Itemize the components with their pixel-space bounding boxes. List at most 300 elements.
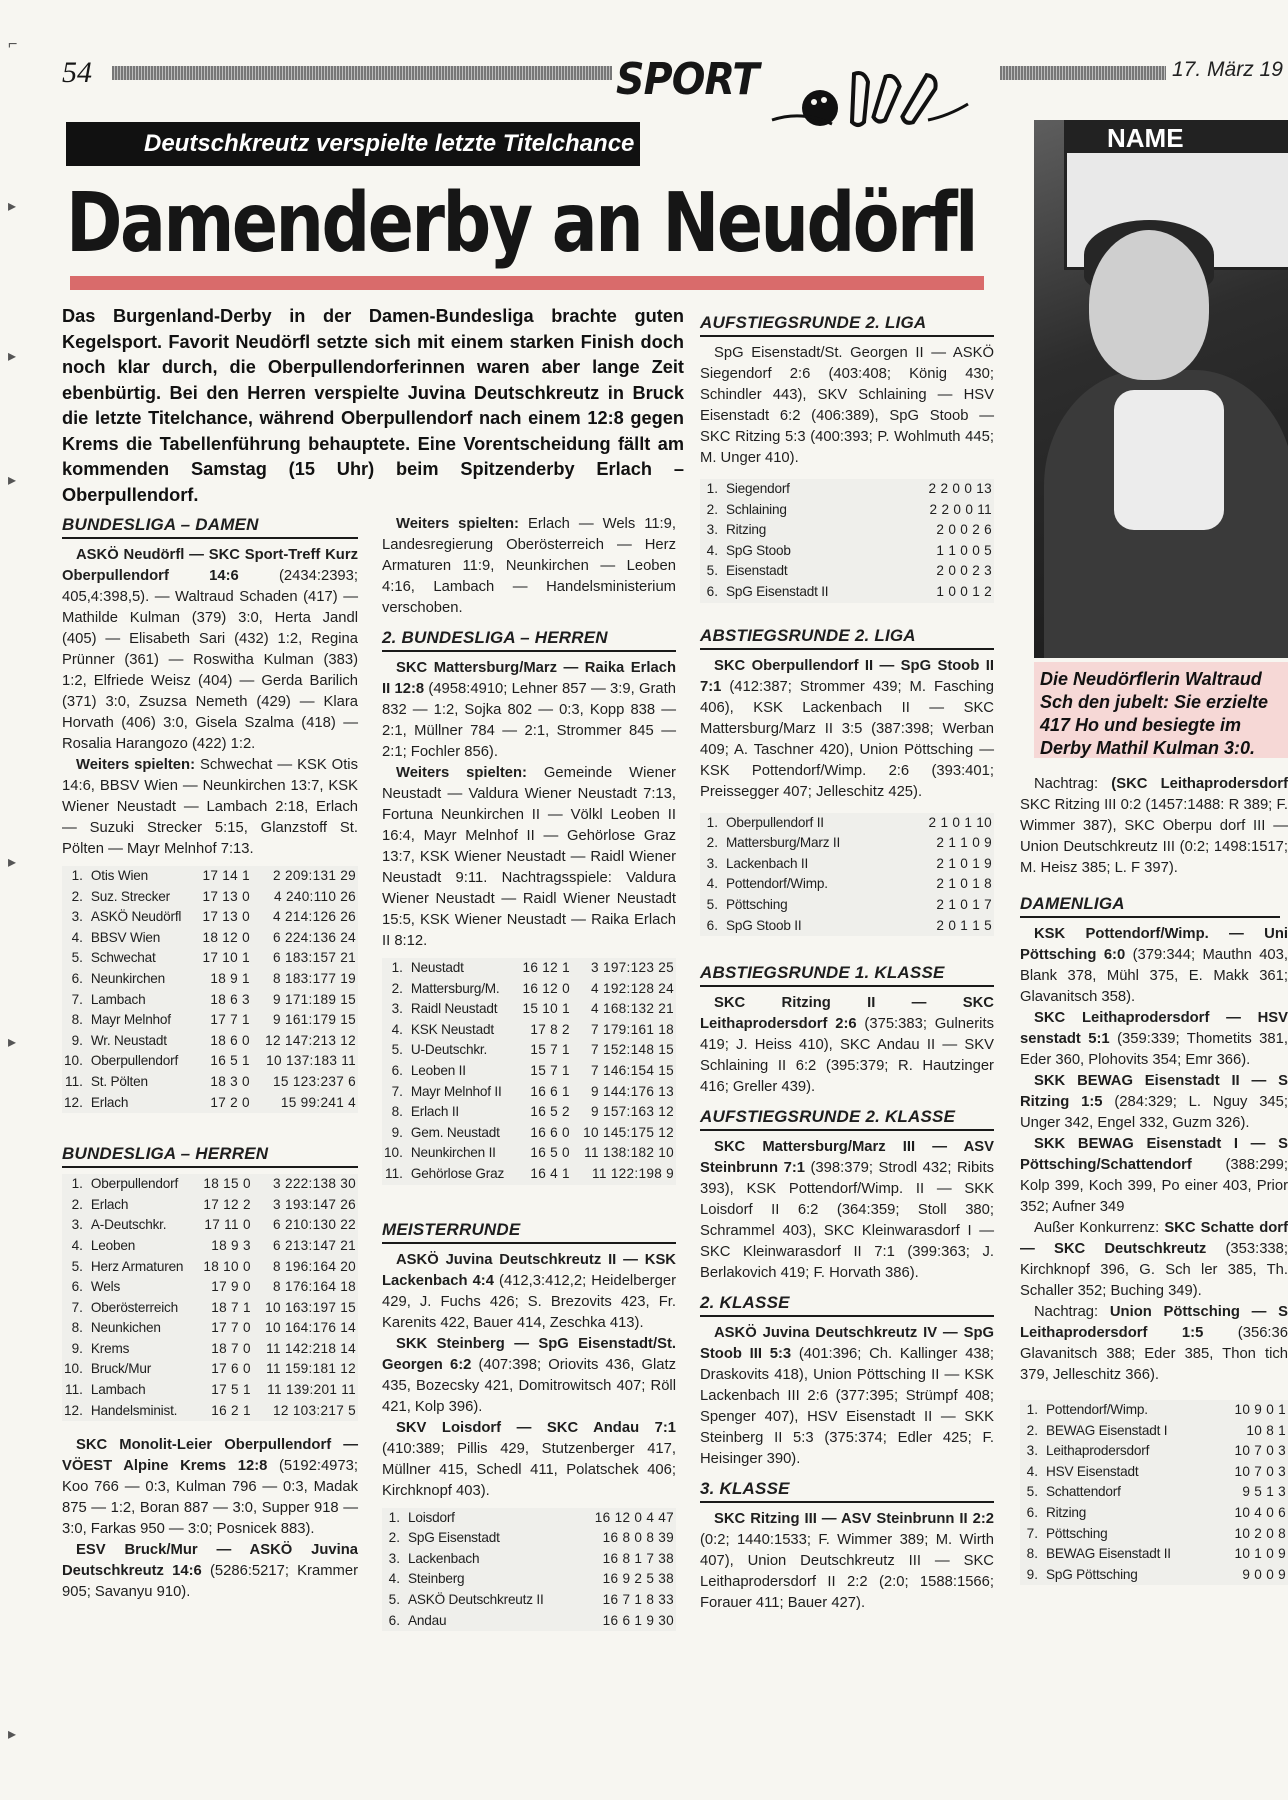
rank-cell: 6. bbox=[706, 583, 718, 599]
team-cell: Oberpullendorf bbox=[90, 1053, 179, 1069]
table-row bbox=[382, 1164, 676, 1185]
match-report bbox=[382, 763, 676, 952]
match-details: (375:383; Gulnerits 419; J. Heiss 410), SKC Andau II — SKV Schlaining II 6:2 (395:379; R. Hautzinger 416; Greller 439). bbox=[700, 1016, 994, 1096]
section-heading: AUFSTIEGSRUNDE 2. KLASSE bbox=[700, 1106, 994, 1131]
record-cell: 6 183:157 21 bbox=[273, 950, 356, 966]
match-details: Schwechat — KSK Otis 14:6, BBSV Wien — Neunkirchen 13:7, KSK Wiener Neustadt — Lambach 2:18, Erlach — Suzuki Strecker 5:15, Glanzstoff St. Pölten — Mayr Melnhof 7:13. bbox=[62, 757, 358, 857]
section-heading: BUNDESLIGA – HERREN bbox=[62, 1143, 358, 1168]
standings-table-auf2 bbox=[700, 479, 994, 603]
match-report bbox=[382, 658, 676, 763]
record-cell: 17 6 0 bbox=[211, 1361, 251, 1377]
table-row bbox=[1020, 1462, 1288, 1483]
table-row bbox=[1020, 1421, 1288, 1442]
record-cell: 4 168:132 21 bbox=[591, 1001, 674, 1017]
team-cell: Oberpullendorf bbox=[90, 1176, 179, 1192]
record-cell: 10 7 0 3 bbox=[1234, 1443, 1286, 1459]
team-cell: St. Pölten bbox=[90, 1073, 148, 1089]
team-cell: Wels bbox=[90, 1279, 121, 1295]
record-cell: 15 10 1 bbox=[522, 1001, 570, 1017]
team-cell: KSK Neustadt bbox=[410, 1021, 494, 1037]
record-cell: 2 1 0 1 8 bbox=[936, 876, 992, 892]
rank-cell: 5. bbox=[1026, 1484, 1038, 1500]
table-row bbox=[62, 887, 358, 908]
table-row bbox=[1020, 1400, 1288, 1421]
table-row bbox=[700, 813, 994, 834]
record-cell: 10 4 0 6 bbox=[1234, 1504, 1286, 1520]
record-cell: 11 139:201 11 bbox=[267, 1382, 356, 1398]
rank-cell: 7. bbox=[71, 991, 83, 1007]
record-cell: 3 222:138 30 bbox=[273, 1176, 356, 1192]
record-cell: 2 1 0 1 10 bbox=[928, 814, 992, 830]
table-row bbox=[382, 1123, 676, 1144]
team-cell: HSV Eisenstadt bbox=[1046, 1463, 1139, 1479]
team-cell: Pöttsching bbox=[726, 896, 788, 912]
record-cell: 18 12 0 bbox=[202, 929, 250, 945]
team-cell: SpG Stoob II bbox=[726, 917, 802, 933]
team-cell: Schattendorf bbox=[1046, 1484, 1121, 1500]
record-cell: 12 147:213 12 bbox=[265, 1032, 356, 1048]
table-row bbox=[62, 1318, 358, 1339]
record-cell: 7 146:154 15 bbox=[591, 1062, 674, 1078]
table-row bbox=[1020, 1565, 1288, 1586]
team-cell: Loisdorf bbox=[408, 1509, 455, 1525]
match-title: ESV Bruck/Mur — ASKÖ Juvina Deutschkreutz 14:6 bbox=[62, 1542, 358, 1580]
rank-cell: 9. bbox=[71, 1032, 83, 1048]
photo-caption: Die Neudörflerin Waltraud Sch den jubelt: Sie erzielte 417 Ho und besiegte im Derby Mathil Kulman 3:0. bbox=[1034, 662, 1288, 758]
team-cell: Krems bbox=[90, 1340, 130, 1356]
column-4 bbox=[1020, 774, 1288, 1595]
team-cell: SpG Eisenstadt bbox=[408, 1530, 500, 1546]
rank-cell: 6. bbox=[71, 970, 83, 986]
rank-cell: 4. bbox=[71, 929, 83, 945]
record-cell: 9 5 1 3 bbox=[1242, 1484, 1286, 1500]
team-cell: Neunkirchen II bbox=[410, 1145, 496, 1161]
rank-cell: 7. bbox=[391, 1083, 403, 1099]
table-row bbox=[62, 1174, 358, 1195]
rank-cell: 3. bbox=[71, 909, 83, 925]
rank-cell: 8. bbox=[1026, 1546, 1038, 1562]
rank-cell: 1. bbox=[706, 481, 718, 496]
record-cell: 17 13 0 bbox=[202, 888, 250, 904]
table-row bbox=[62, 1031, 358, 1052]
match-title: SKC Mattersburg/Marz — Raika Erlach II 12:8 bbox=[382, 660, 676, 697]
match-report bbox=[700, 1137, 994, 1284]
margin-mark: ▸ bbox=[8, 472, 17, 489]
match-title: Weiters spielten: bbox=[396, 765, 527, 781]
kicker-bar: Deutschkreutz verspielte letzte Titelchance bbox=[66, 122, 640, 166]
rank-cell: 2. bbox=[391, 980, 403, 996]
record-cell: 2 2 0 0 13 bbox=[928, 481, 992, 496]
rank-cell: 6. bbox=[706, 917, 718, 933]
record-cell: 15 7 1 bbox=[530, 1042, 570, 1058]
record-cell: 9 157:163 12 bbox=[591, 1104, 674, 1120]
match-title: KSK Pottendorf/Wimp. — Uni Pöttsching 6:0 bbox=[1020, 926, 1288, 963]
table-row bbox=[62, 1277, 358, 1298]
record-cell: 16 9 2 5 38 bbox=[602, 1571, 674, 1587]
record-cell: 17 14 1 bbox=[202, 868, 250, 883]
table-row bbox=[62, 907, 358, 928]
match-report bbox=[382, 514, 676, 619]
record-cell: 16 12 1 bbox=[522, 960, 570, 975]
team-cell: Lackenbach bbox=[408, 1550, 480, 1566]
record-cell: 10 164:176 14 bbox=[265, 1320, 356, 1336]
record-cell: 17 13 0 bbox=[202, 909, 250, 925]
team-cell: SpG Pöttsching bbox=[1046, 1566, 1138, 1582]
margin-mark: ▸ bbox=[8, 1726, 17, 1743]
table-row bbox=[382, 979, 676, 1000]
team-cell: Lambach bbox=[90, 1382, 146, 1398]
team-cell: Schlaining bbox=[726, 501, 787, 517]
table-row bbox=[62, 866, 358, 887]
match-report bbox=[382, 1334, 676, 1418]
margin-mark: ▸ bbox=[8, 854, 17, 871]
record-cell: 17 7 1 bbox=[210, 1012, 250, 1028]
match-report bbox=[1020, 774, 1288, 879]
record-cell: 16 8 0 8 39 bbox=[602, 1530, 674, 1546]
match-title: SKC Leithaprodersdorf — HSV senstadt 5:1 bbox=[1020, 1010, 1288, 1047]
team-cell: Pöttsching bbox=[1046, 1525, 1108, 1541]
match-details: (410:389; Pillis 429, Stutzenberger 417, Müllner 415, Schedl 411, Polatschek 406; Kirchknopf 403). bbox=[382, 1440, 676, 1499]
team-cell: U-Deutschkr. bbox=[410, 1042, 488, 1058]
match-title: ASKÖ Juvina Deutschkreutz II — KSK Lackenbach 4:4 bbox=[382, 1251, 676, 1289]
rank-cell: 5. bbox=[391, 1042, 403, 1058]
team-cell: Leoben bbox=[90, 1237, 136, 1253]
record-cell: 16 12 0 4 47 bbox=[594, 1509, 674, 1525]
table-row bbox=[382, 1020, 676, 1041]
record-cell: 2 0 0 2 6 bbox=[936, 522, 992, 538]
table-row bbox=[62, 1380, 358, 1401]
match-report bbox=[1020, 924, 1288, 1008]
match-title: SKV Loisdorf — SKC Andau 7:1 bbox=[396, 1419, 676, 1436]
match-title: SKK Steinberg — SpG Eisenstadt/St. Georgen 6:2 bbox=[382, 1335, 676, 1373]
rank-cell: 10. bbox=[64, 1053, 83, 1069]
record-cell: 4 214:126 26 bbox=[273, 909, 356, 925]
margin-mark: ▸ bbox=[8, 198, 17, 215]
rank-cell: 4. bbox=[1026, 1463, 1038, 1479]
photo-person-shirt bbox=[1114, 390, 1224, 530]
record-cell: 16 7 1 8 33 bbox=[602, 1591, 674, 1607]
match-title: SKC Ritzing III — ASV Steinbrunn II 2:2 bbox=[714, 1511, 994, 1528]
rank-cell: 6. bbox=[391, 1062, 403, 1078]
team-cell: Mattersburg/M. bbox=[410, 980, 500, 996]
record-cell: 2 2 0 0 11 bbox=[929, 501, 992, 517]
record-cell: 16 8 1 7 38 bbox=[602, 1550, 674, 1566]
table-row bbox=[382, 1528, 676, 1549]
record-cell: 6 213:147 21 bbox=[273, 1237, 356, 1253]
record-cell: 18 9 3 bbox=[211, 1237, 251, 1253]
match-details: (0:2; 1440:1533; F. Wimmer 389; M. Wirth 407), Union Deutschkreutz III — SKC Leithaprodersdorf II 2:2 (2:0; 1588:1566; Forauer 411; Bauer 427). bbox=[700, 1532, 994, 1612]
record-cell: 18 15 0 bbox=[203, 1176, 251, 1192]
record-cell: 7 179:161 18 bbox=[591, 1021, 674, 1037]
record-cell: 15 99:241 4 bbox=[280, 1094, 356, 1110]
rank-cell: 7. bbox=[71, 1299, 83, 1315]
rank-cell: 8. bbox=[391, 1104, 403, 1120]
team-cell: Mayr Melnhof bbox=[90, 1012, 171, 1028]
match-details: (412,3:412,2; Heidelberger 429, J. Fuchs 426; S. Brezovits 423, Fr. Karenits 422, Bauer 414, Zeschka 413). bbox=[382, 1272, 676, 1331]
record-cell: 18 6 0 bbox=[210, 1032, 250, 1048]
column-1 bbox=[62, 514, 358, 1603]
table-row bbox=[62, 1093, 358, 1114]
table-row bbox=[700, 833, 994, 854]
team-cell: Neunkichen bbox=[90, 1320, 161, 1336]
headline-underline bbox=[70, 276, 984, 290]
record-cell: 15 7 1 bbox=[530, 1062, 570, 1078]
record-cell: 1 0 0 1 2 bbox=[936, 583, 992, 599]
team-cell: Ritzing bbox=[726, 522, 767, 538]
rank-cell: 12. bbox=[64, 1402, 83, 1418]
team-cell: Leoben II bbox=[410, 1062, 466, 1078]
match-details: (356:36 Glavanitsch 388; Eder 385, Thon tich 379, Jelleschitz 366). bbox=[1020, 1325, 1288, 1383]
section-heading: DAMENLIGA bbox=[1020, 893, 1280, 918]
rank-cell: 3. bbox=[706, 855, 718, 871]
table-row bbox=[62, 1257, 358, 1278]
rank-cell: 7. bbox=[1026, 1525, 1038, 1541]
team-cell: Erlach II bbox=[410, 1104, 459, 1120]
team-cell: A-Deutschkr. bbox=[90, 1217, 167, 1233]
table-row bbox=[382, 1611, 676, 1632]
section-heading: MEISTERRUNDE bbox=[382, 1219, 676, 1244]
record-cell: 2 209:131 29 bbox=[273, 868, 356, 883]
match-report bbox=[1020, 1134, 1288, 1218]
record-cell: 17 12 2 bbox=[203, 1196, 251, 1212]
rank-cell: 4. bbox=[706, 542, 718, 558]
rank-cell: 10. bbox=[64, 1361, 83, 1377]
team-cell: Oberpullendorf II bbox=[726, 814, 824, 830]
record-cell: 16 5 2 bbox=[530, 1104, 570, 1120]
match-details: (284:329; L. Nguy 345; Unger 342, Engel 332, Guzm 326). bbox=[1020, 1094, 1288, 1131]
rank-cell: 6. bbox=[388, 1612, 400, 1628]
standings-table-herren bbox=[62, 1174, 358, 1421]
rank-cell: 2. bbox=[706, 835, 718, 851]
record-cell: 4 240:110 26 bbox=[274, 888, 356, 904]
record-cell: 8 183:177 19 bbox=[273, 970, 356, 986]
table-row bbox=[700, 520, 994, 541]
record-cell: 18 3 0 bbox=[210, 1073, 250, 1089]
team-cell: Erlach bbox=[90, 1094, 129, 1110]
table-row bbox=[62, 1359, 358, 1380]
rank-cell: 5. bbox=[706, 896, 718, 912]
standings-table-ab2 bbox=[700, 813, 994, 937]
rank-cell: 9. bbox=[71, 1340, 83, 1356]
team-cell: Erlach bbox=[90, 1196, 129, 1212]
header-rule-right bbox=[1000, 66, 1166, 80]
table-row bbox=[1020, 1482, 1288, 1503]
table-row bbox=[62, 1298, 358, 1319]
table-row bbox=[700, 479, 994, 500]
match-details: (2434:2393; 405,4:398,5). — Waltraud Schaden (417) — Mathilde Kulman (379) 3:0, Herta Jandl (405) — Elisabeth Sari (432) 1:2, Regina Prünner (361) — Roswitha Kulman (383) 1:2, Elfriede Weisz (404) — Gerda Barilich (371) 3:0, Zsuzsa Nemeth (429) — Klara Horvath (406) 3:0, Gisela Szalma (418) — Rosalia Harangozo (422) 1:2. bbox=[62, 568, 358, 752]
table-row bbox=[1020, 1503, 1288, 1524]
record-cell: 9 144:176 13 bbox=[591, 1083, 674, 1099]
rank-cell: 12. bbox=[64, 1094, 83, 1110]
match-details: (401:396; Ch. Kallinger 438; Draskovits 418), Union Pöttsching II — KSK Lackenbach III 2:6 (377:395; Strümpf 408; Spenger 407), HSV Eisenstadt II — SKK Steinberg II 5:3 (375:374; Edler 425; F. Heisinger 390). bbox=[700, 1346, 994, 1468]
rank-cell: 5. bbox=[388, 1591, 400, 1607]
team-cell: Bruck/Mur bbox=[90, 1361, 152, 1377]
match-title: (SKC Leithaprodersdorf bbox=[1111, 776, 1288, 792]
team-cell: BEWAG Eisenstadt I bbox=[1046, 1422, 1168, 1438]
match-details: (388:299; Kolp 399, Koch 399, Po einer 403, Prior 352; Aufner 349 bbox=[1020, 1157, 1288, 1215]
standings-table-damen bbox=[62, 866, 358, 1113]
record-cell: 6 210:130 22 bbox=[273, 1217, 356, 1233]
table-row bbox=[62, 1072, 358, 1093]
match-title: SKC Mattersburg/Marz III — ASV Steinbrunn 7:1 bbox=[700, 1139, 994, 1177]
table-row bbox=[62, 969, 358, 990]
rank-cell: 11. bbox=[65, 1382, 83, 1398]
record-cell: 18 10 0 bbox=[203, 1258, 251, 1274]
record-cell: 15 123:237 6 bbox=[273, 1073, 356, 1089]
record-cell: 16 6 1 9 30 bbox=[602, 1612, 674, 1628]
team-cell: Mayr Melnhof II bbox=[410, 1083, 502, 1099]
record-cell: 10 1 0 9 bbox=[1234, 1546, 1286, 1562]
table-row bbox=[1020, 1524, 1288, 1545]
match-title: SKC Monolit-Leier Oberpullendorf — VÖEST Alpine Krems 12:8 bbox=[62, 1437, 358, 1475]
table-row bbox=[382, 1082, 676, 1103]
match-title: ASKÖ Juvina Deutschkreutz IV — SpG Stoob III 5:3 bbox=[700, 1325, 994, 1363]
match-title: SKC Schatte dorf — SKC Deutschkreutz bbox=[1020, 1220, 1288, 1257]
match-details: SKC Ritzing III 0:2 (1457:1488: R 389; F. Wimmer 387), SKC Oberpu dorf III — Union Deutschkreutz III (0:2; 1498:1517; M. Heisz 385; L. F 397). bbox=[1020, 797, 1288, 876]
table-row bbox=[382, 999, 676, 1020]
table-row bbox=[700, 874, 994, 895]
table-row bbox=[700, 500, 994, 521]
rank-cell: 1. bbox=[1026, 1402, 1038, 1417]
team-cell: Lambach bbox=[90, 991, 146, 1007]
team-cell: Neustadt bbox=[410, 960, 464, 975]
record-cell: 2 0 0 2 3 bbox=[936, 563, 992, 579]
match-report bbox=[382, 1418, 676, 1502]
match-details: (412:387; Strommer 439; M. Fasching 406), KSK Lackenbach II — SKC Mattersburg/Marz II 3:5 (387:398; Werban 409; A. Taschner 420), Union Pöttsching — KSK Pottendorf/Wimp. 2:6 (393:401; Preissegger 407; Jelleschitz 425). bbox=[700, 678, 994, 800]
team-cell: Pottendorf/Wimp. bbox=[726, 876, 828, 892]
team-cell: Pottendorf/Wimp. bbox=[1046, 1402, 1148, 1417]
rank-cell: 4. bbox=[706, 876, 718, 892]
record-cell: 18 9 1 bbox=[210, 970, 250, 986]
match-report bbox=[1020, 1008, 1288, 1071]
match-report bbox=[700, 1323, 994, 1470]
table-row bbox=[700, 895, 994, 916]
match-title: Weiters spielten: bbox=[76, 757, 195, 773]
record-cell: 16 2 1 bbox=[211, 1402, 251, 1418]
table-row bbox=[382, 1569, 676, 1590]
table-row bbox=[700, 561, 994, 582]
team-cell: Siegendorf bbox=[726, 481, 790, 496]
record-cell: 11 138:182 10 bbox=[584, 1145, 674, 1161]
table-row bbox=[382, 1549, 676, 1570]
team-cell: Gem. Neustadt bbox=[410, 1124, 500, 1140]
record-cell: 9 171:189 15 bbox=[273, 991, 356, 1007]
table-row bbox=[62, 948, 358, 969]
record-cell: 6 224:136 24 bbox=[273, 929, 356, 945]
section-heading: ABSTIEGSRUNDE 1. KLASSE bbox=[700, 962, 994, 987]
photo-person-face bbox=[1089, 230, 1209, 380]
record-cell: 2 1 0 1 7 bbox=[936, 896, 992, 912]
team-cell: Leithaprodersdorf bbox=[1046, 1443, 1150, 1459]
lead-paragraph: Das Burgenland-Derby in der Damen-Bundesliga brachte guten Kegelsport. Favorit Neudörfl setzte sich mit einem starken Finish doch noch klar durch, die Oberpullendorferinnen waren aber lange Zeit ebenbürtig. Bei den Herren verspielte Juvina Deutschkreutz in Bruck die letzte Titelchance, während Oberpullendorf nach einem 12:8 gegen Krems die Tabellenführung behauptete. Eine Vorentscheidung fällt am kommenden Samstag (15 Uhr) beim Spitzenderby Erlach – Oberpullendorf. bbox=[62, 306, 684, 505]
margin-mark: ⌐ bbox=[8, 36, 18, 53]
bowling-logo-icon bbox=[768, 50, 992, 136]
record-cell: 10 9 0 1 bbox=[1234, 1402, 1286, 1417]
record-cell: 2 1 1 0 9 bbox=[936, 835, 992, 851]
rank-cell: 5. bbox=[71, 950, 83, 966]
standings-table-2bl bbox=[382, 958, 676, 1185]
match-title: SKC Ritzing II — SKC Leithaprodersdorf 2:6 bbox=[700, 995, 994, 1033]
team-cell: Steinberg bbox=[408, 1571, 465, 1587]
rank-cell: 1. bbox=[706, 814, 718, 830]
match-details: (5192:4973; Koo 766 — 0:3, Kulman 796 — 0:3, Madak 875 — 1:2, Boran 887 — 3:0, Supper 918 — 3:0, Farkas 950 — 3:0; Posnicek 883). bbox=[62, 1458, 358, 1538]
team-cell: ASKÖ Deutschkreutz II bbox=[408, 1591, 544, 1607]
page-number: 54 bbox=[62, 56, 92, 89]
rank-cell: 4. bbox=[391, 1021, 403, 1037]
table-row bbox=[382, 1040, 676, 1061]
rank-cell: 4. bbox=[71, 1237, 83, 1253]
record-cell: 10 2 0 8 bbox=[1234, 1525, 1286, 1541]
record-cell: 16 5 1 bbox=[210, 1053, 250, 1069]
record-cell: 8 196:164 20 bbox=[273, 1258, 356, 1274]
rank-cell: 6. bbox=[71, 1279, 83, 1295]
match-details: (4958:4910; Lehner 857 — 3:9, Grath 832 — 1:2, Sojka 802 — 0:3, Kopp 838 — 2:1, Müllner 784 — 2:1, Strommer 845 — 2:1; Fochler 856). bbox=[382, 681, 676, 760]
header-rule-left bbox=[112, 66, 612, 80]
rank-cell: 1. bbox=[71, 868, 83, 883]
record-cell: 17 2 0 bbox=[210, 1094, 250, 1110]
team-cell: ASKÖ Neudörfl bbox=[90, 909, 182, 925]
rank-cell: 1. bbox=[388, 1509, 400, 1525]
table-row bbox=[700, 541, 994, 562]
table-row bbox=[62, 1010, 358, 1031]
match-title: Union Pöttsching — S Leithaprodersdorf 1:5 bbox=[1020, 1304, 1288, 1341]
table-row bbox=[382, 1590, 676, 1611]
record-cell: 16 4 1 bbox=[530, 1165, 570, 1181]
record-cell: 10 145:175 12 bbox=[583, 1124, 674, 1140]
rank-cell: 8. bbox=[71, 1012, 83, 1028]
record-cell: 11 159:181 12 bbox=[266, 1361, 356, 1377]
record-cell: 11 122:198 9 bbox=[592, 1165, 674, 1181]
record-cell: 17 10 1 bbox=[202, 950, 250, 966]
rank-cell: 2. bbox=[388, 1530, 400, 1546]
record-cell: 18 6 3 bbox=[210, 991, 250, 1007]
match-report bbox=[1020, 1218, 1288, 1302]
rank-cell: 10. bbox=[384, 1145, 403, 1161]
team-cell: Schwechat bbox=[90, 950, 156, 966]
record-cell: 10 137:183 11 bbox=[266, 1053, 356, 1069]
margin-mark: ▸ bbox=[8, 348, 17, 365]
rank-cell: 2. bbox=[71, 1196, 83, 1212]
match-details: (5286:5217; Krammer 905; Savanyu 910). bbox=[62, 1563, 358, 1601]
match-title: ASKÖ Neudörfl — SKC Sport-Treff Kurz Oberpullendorf 14:6 bbox=[62, 547, 358, 584]
record-cell: 10 163:197 15 bbox=[265, 1299, 356, 1315]
record-cell: 4 192:128 24 bbox=[591, 980, 674, 996]
team-cell: Eisenstadt bbox=[726, 563, 788, 579]
match-report bbox=[62, 755, 358, 860]
table-row bbox=[62, 1339, 358, 1360]
team-cell: Mattersburg/Marz II bbox=[726, 835, 841, 851]
record-cell: 12 103:217 5 bbox=[273, 1402, 356, 1418]
record-cell: 11 142:218 14 bbox=[266, 1340, 356, 1356]
table-row bbox=[62, 990, 358, 1011]
section-heading: BUNDESLIGA – DAMEN bbox=[62, 514, 358, 539]
match-report bbox=[1020, 1302, 1288, 1386]
photo bbox=[1034, 120, 1288, 658]
record-cell: 16 6 1 bbox=[530, 1083, 570, 1099]
match-title: SKK BEWAG Eisenstadt I — S Pöttsching/Schattendorf bbox=[1020, 1136, 1288, 1173]
team-cell: Lackenbach II bbox=[726, 855, 809, 871]
table-row bbox=[62, 1236, 358, 1257]
match-report bbox=[1020, 1071, 1288, 1134]
team-cell: BEWAG Eisenstadt II bbox=[1046, 1546, 1171, 1562]
match-title: SKK BEWAG Eisenstadt II — S Ritzing 1:5 bbox=[1020, 1073, 1288, 1110]
match-prefix: Nachtrag: bbox=[1034, 776, 1112, 792]
record-cell: 17 9 0 bbox=[211, 1279, 251, 1295]
issue-date: 17. März 19 bbox=[1172, 58, 1283, 81]
rank-cell: 6. bbox=[1026, 1504, 1038, 1520]
rank-cell: 11. bbox=[65, 1073, 83, 1089]
record-cell: 17 5 1 bbox=[211, 1382, 251, 1398]
